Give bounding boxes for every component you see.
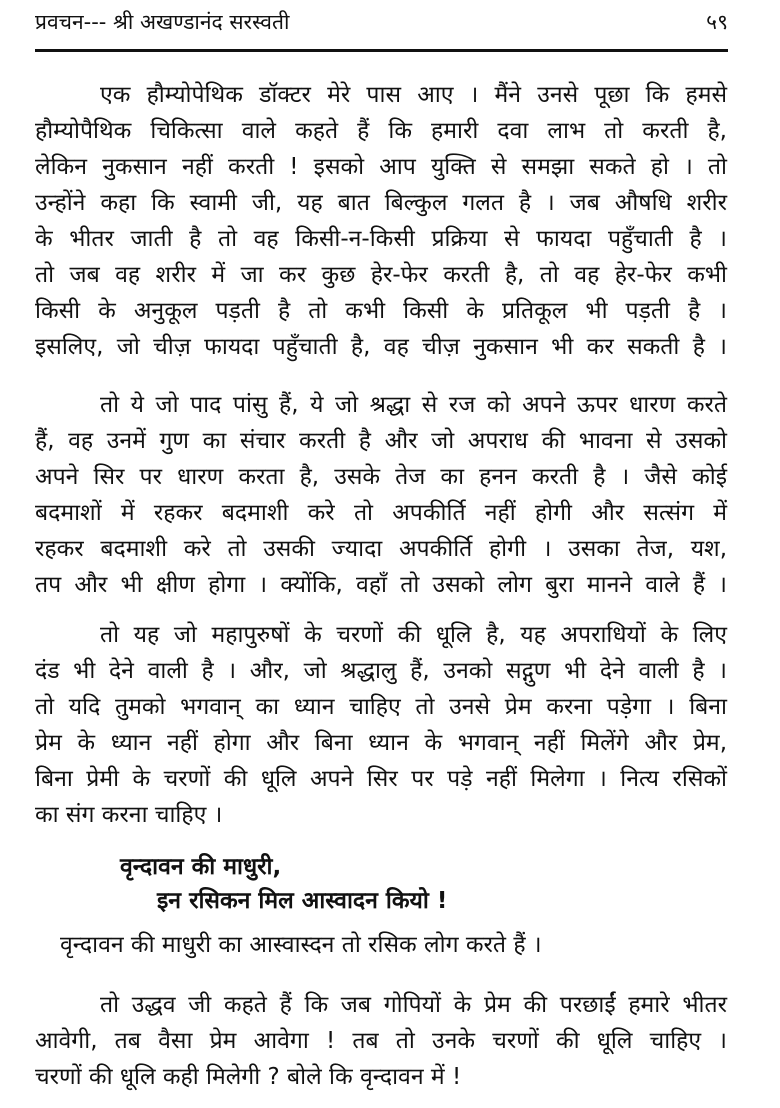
text-line: तो यदि तुमको भगवान् का ध्यान चाहिए तो उनसे प्रेम करना पड़ेगा । बिना xyxy=(35,694,727,720)
text-line: अपने सिर पर धारण करता है, उसके तेज का हनन करती है । जैसे कोई xyxy=(35,464,727,490)
text-line: बदमाशों में रहकर बदमाशी करे तो अपकीर्ति नहीं होगी और सत्संग में xyxy=(35,500,727,526)
text-line: हौम्योपैथिक चिकित्सा वाले कहते हैं कि हमारी दवा लाभ तो करती है, xyxy=(35,118,727,144)
text-line: तो ये जो पाद पांसु हैं, ये जो श्रद्धा से रज को अपने ऊपर धारण करते xyxy=(100,392,727,418)
text-line: लेकिन नुकसान नहीं करती ! इसको आप युक्ति से समझा सकते हो । तो xyxy=(35,154,727,180)
text-line: का संग करना चाहिए । xyxy=(35,802,223,828)
text-line: तप और भी क्षीण होगा । क्योंकि, वहाँ तो उसको लोग बुरा मानने वाले हैं । xyxy=(35,572,727,598)
text-line: तो जब वह शरीर में जा कर कुछ हेर-फेर करती है, तो वह हेर-फेर कभी xyxy=(35,262,727,288)
verse-line: इन रसिकन मिल आस्वादन कियो ! xyxy=(157,888,448,914)
text-line: एक हौम्योपेथिक डॉक्टर मेरे पास आए । मैंने उनसे पूछा कि हमसे xyxy=(100,82,727,108)
text-line: उन्होंने कहा कि स्वामी जी, यह बात बिल्कुल गलत है । जब औषधि शरीर xyxy=(35,190,727,216)
text-line: इसलिए, जो चीज़ फायदा पहुँचाती है, वह चीज़ नुकसान भी कर सकती है । xyxy=(35,334,727,360)
text-line: आवेगी, तब वैसा प्रेम आवेगा ! तब तो उनके चरणों की धूलि चाहिए । xyxy=(35,1028,727,1054)
text-line: चरणों की धूलि कही मिलेगी ? बोले कि वृन्दावन में ! xyxy=(35,1064,462,1090)
text-line: बिना प्रेमी के चरणों की धूलि अपने सिर पर पड़े नहीं मिलेगा । नित्य रसिकों xyxy=(35,766,727,792)
text-line: प्रेम के ध्यान नहीं होगा और बिना ध्यान के भगवान् नहीं मिलेंगे और प्रेम, xyxy=(35,730,727,756)
text-line: तो यह जो महापुरुषों के चरणों की धूलि है, यह अपराधियों के लिए xyxy=(100,622,727,648)
text-line: के भीतर जाती है तो वह किसी-न-किसी प्रक्रिया से फायदा पहुँचाती है । xyxy=(35,226,727,252)
text-line: रहकर बदमाशी करे तो उसकी ज्यादा अपकीर्ति होगी । उसका तेज, यश, xyxy=(35,536,727,562)
text-line: तो उद्धव जी कहते हैं कि जब गोपियों के प्रेम की परछाईं हमारे भीतर xyxy=(100,992,727,1018)
page-number: ५९ xyxy=(706,10,728,34)
verse-line: वृन्दावन की माधुरी, xyxy=(120,854,282,880)
text-line: हैं, वह उनमें गुण का संचार करती है और जो अपराध की भावना से उसको xyxy=(35,428,727,454)
text-line: वृन्दावन की माधुरी का आस्वास्दन तो रसिक लोग करते हैं । xyxy=(60,932,542,958)
running-header-title: प्रवचन--- श्री अखण्डानंद सरस्वती xyxy=(35,10,290,34)
text-line: दंड भी देने वाली है । और, जो श्रद्धालु हैं, उनको सद्गुण भी देने वाली है । xyxy=(35,658,727,684)
header-rule xyxy=(35,49,728,52)
text-line: किसी के अनुकूल पड़ती है तो कभी किसी के प्रतिकूल भी पड़ती है । xyxy=(35,298,727,324)
